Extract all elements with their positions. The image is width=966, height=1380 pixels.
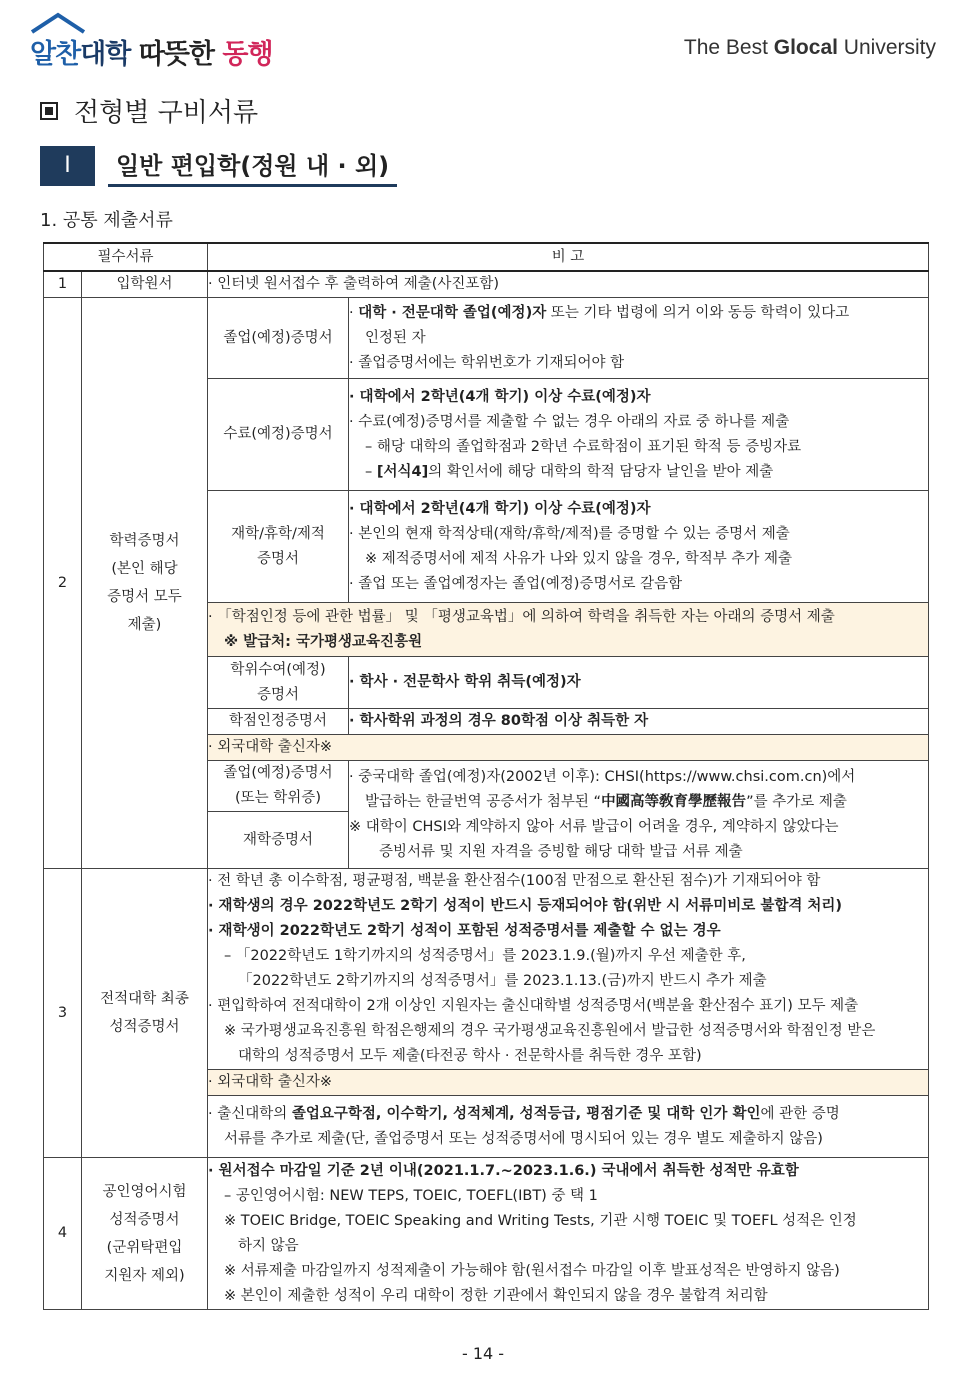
page-header: [0, 0, 966, 80]
table-row: [44, 869, 929, 1070]
table-row: [44, 271, 929, 298]
row-number: 1: [44, 271, 82, 298]
doc-name: 공인영어시험 성적증명서 (군위탁편입 지원자 제외): [82, 1158, 208, 1310]
row-number: 4: [44, 1158, 82, 1310]
row-number: 3: [44, 869, 82, 1158]
table-row: [44, 1158, 929, 1310]
sub-doc-note: · 중국대학 졸업(예정)자(2002년 이후): CHSI(https://www.chsi.com.cn)에서 발급하는 한글번역 공증서가 첨부된 “中國高等敎育學歷報告”를 추가로 제출 ※ 대학이 CHSI와 계약하지 않아 서류 발급이 어려울 경우, 계약하지 않았다는 증빙서류 및 지원 자격을 증빙할 해당 대학 발급 서류 제출: [349, 761, 929, 869]
doc-name: 입학원서: [82, 271, 208, 298]
row-number: 2: [44, 298, 82, 869]
logo-text-4: 동행: [222, 39, 273, 70]
documents-table: [43, 242, 929, 1310]
foreign-grad-heading: · 외국대학 출신자※: [208, 735, 929, 761]
doc-note: · 전 학년 총 이수학점, 평균평점, 백분율 환산점수(100점 만점으로 환산된 점수)가 기재되어야 함 · 재학생의 경우 2022학년도 2학기 성적이 반드시 등재되어야 함(위반 시 서류미비로 불합격 처리) · 재학생이 2022학년도 2학기 성적이 포함된 성적증명서를 제출할 수 없는 경우 – 「2022학년도 1학기까지의 성적증명서」를 2023.1.9.(월)까지 우선 제출한 후, 「2022학년도 2학기까지의 성적증명서」를 2023.1.13.(금)까지 반드시 추가 제출 · 편입학하여 전적대학이 2개 이상인 지원자는 출신대학별 성적증명서(백분율 환산점수 표기) 모두 제출 ※ 국가평생교육진흥원 학점은행제의 경우 국가평생교육진흥원에서 발급한 성적증명서와 학점인정 받은 대학의 성적증명서 모두 제출(타전공 학사 · 전문학사를 취득한 경우 포함): [208, 869, 929, 1070]
doc-name: 학력증명서 (본인 해당 증명서 모두 제출): [82, 298, 208, 869]
header-required-docs: 필수서류: [44, 243, 208, 271]
doc-note: · 인터넷 원서접수 후 출력하여 제출(사진포함): [208, 271, 929, 298]
sub-doc-note: · 학사 · 전문학사 학위 취득(예정)자: [349, 657, 929, 709]
sub-doc-note: · 학사학위 과정의 경우 80학점 이상 취득한 자: [349, 709, 929, 735]
sub-doc-label: 학점인정증명서: [208, 709, 349, 735]
sub-doc-label: 졸업(예정)증명서: [208, 298, 349, 379]
sub-doc-note: · 대학에서 2학년(4개 학기) 이상 수료(예정)자 · 수료(예정)증명서를 제출할 수 없는 경우 아래의 자료 중 하나를 제출 – 해당 대학의 졸업학점과 2학년 수료학점이 표기된 학적 등 증빙자료 – [서식4]의 확인서에 해당 대학의 학적 담당자 날인을 받아 제출: [349, 379, 929, 491]
doc-note: · 원서접수 마감일 기준 2년 이내(2021.1.7.~2023.1.6.) 국내에서 취득한 성적만 유효함 – 공인영어시험: NEW TEPS, TOEIC, TOEFL(IBT) 중 택 1 ※ TOEIC Bridge, TOEIC Speaking and Writing Tests, 기관 시행 TOEIC 및 TOEFL 성적은 인정 하지 않음 ※ 서류제출 마감일까지 성적제출이 가능해야 함(원서접수 마감일 이후 발표성적은 반영하지 않음) ※ 본인이 제출한 성적이 우리 대학이 정한 기관에서 확인되지 않을 경우 불합격 처리함: [208, 1158, 929, 1310]
lifelong-education-note: · 「학점인정 등에 관한 법률」 및 「평생교육법」에 의하여 학력을 취득한 자는 아래의 증명서 제출 ※ 발급처: 국가평생교육진흥원: [208, 603, 929, 657]
logo-text-2: 대학: [80, 39, 139, 70]
header-remarks: 비 고: [208, 243, 929, 271]
sub-doc-label: 수료(예정)증명서: [208, 379, 349, 491]
sub-doc-label: 재학증명서: [208, 812, 349, 869]
roof-icon: [30, 12, 90, 34]
category-title: 일반 편입학(정원 내 · 외): [108, 146, 397, 187]
tagline: The Best Glocal University: [683, 36, 936, 59]
sub-doc-label: 졸업(예정)증명서 (또는 학위증): [208, 761, 349, 812]
table-header-row: [44, 243, 929, 271]
page-number: - 14 -: [461, 1344, 505, 1363]
doc-name: 전적대학 최종 성적증명서: [82, 869, 208, 1158]
doc-note: · 출신대학의 졸업요구학점, 이수학기, 성적체계, 성적등급, 평점기준 및 대학 인가 확인에 관한 증명 서류를 추가로 제출(단, 졸업증명서 또는 성적증명서에 명시되어 있는 경우 별도 제출하지 않음): [208, 1096, 929, 1158]
subsection-title: 1. 공통 제출서류: [40, 210, 173, 231]
table-row: [44, 298, 929, 379]
sub-doc-note: · 대학에서 2학년(4개 학기) 이상 수료(예정)자 · 본인의 현재 학적상태(재학/휴학/제적)를 증명할 수 있는 증명서 제출 ※ 제적증명서에 제적 사유가 나와 있지 않을 경우, 학적부 추가 제출 · 졸업 또는 졸업예정자는 졸업(예정)증명서로 갈음함: [349, 491, 929, 603]
square-bullet-icon: [40, 102, 58, 120]
sub-doc-note: · 대학 · 전문대학 졸업(예정)자 또는 기타 법령에 의거 이와 동등 학력이 있다고 인정된 자 · 졸업증명서에는 학위번호가 기재되어야 함: [349, 298, 929, 379]
sub-doc-label: 학위수여(예정) 증명서: [208, 657, 349, 709]
section-title: 전형별 구비서류: [40, 92, 258, 129]
sub-doc-label: 재학/휴학/제적 증명서: [208, 491, 349, 603]
logo-text-1: 알찬: [30, 39, 81, 70]
category-number: Ⅰ: [40, 146, 95, 186]
logo-text-3: 따뜻한: [138, 39, 223, 70]
foreign-grad-heading: · 외국대학 출신자※: [208, 1070, 929, 1096]
